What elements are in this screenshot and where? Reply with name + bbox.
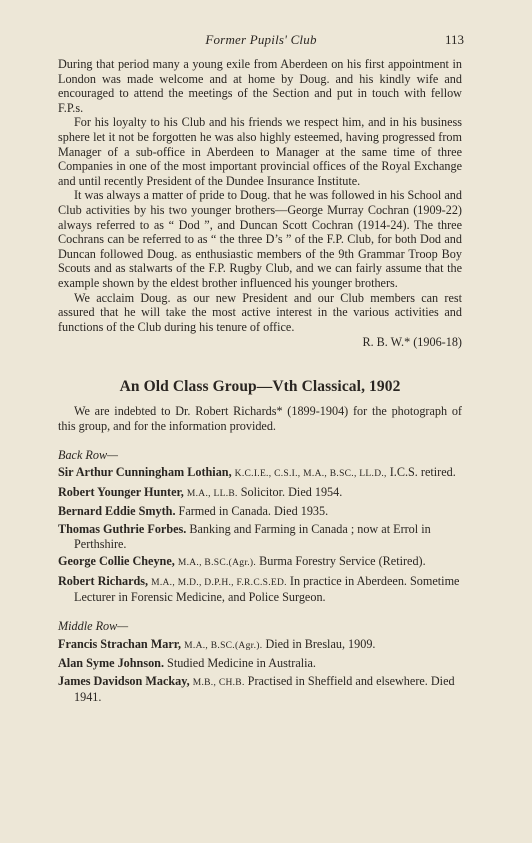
person-degrees: M.B., CH.B. xyxy=(192,677,245,688)
person-degrees: M.A., LL.B. xyxy=(186,488,238,499)
page-body xyxy=(58,57,462,705)
middle-row-list xyxy=(58,637,462,705)
person-description: In practice in Aberdeen. Sometime Lecturer in Forensic Medicine, and Police Surgeon. xyxy=(74,573,460,605)
page-header xyxy=(58,32,464,52)
paragraph: During that period many a young exile from Aberdeen on his first appointment in London was made welcome and at home by Doug. and his kindly wife and encouraged to attend the meetings of the Section and put in touch with fellow F.P.s. xyxy=(58,57,462,115)
person-name: George Collie Cheyne, xyxy=(58,554,175,569)
person-description: Farmed in Canada. Died 1935. xyxy=(178,504,329,519)
person-description: Practised in Sheffield and elsewhere. Died 1941. xyxy=(74,673,455,705)
person-name: Robert Richards, xyxy=(58,573,149,588)
person-name: Bernard Eddie Smyth. xyxy=(58,504,176,519)
person-entry xyxy=(58,674,462,705)
paragraph: For his loyalty to his Club and his friends we respect him, and in his business sphere let it not be forgotten he was also highly esteemed, having progressed from Manager of a sub-office in Aberdeen to Manager at the same time of three Companies in one of the most important provincial offices of the Royal Exchange and until recently President of the Dundee Insurance Institute. xyxy=(58,115,462,188)
person-entry xyxy=(58,485,462,502)
person-description: Burma Forestry Service (Retired). xyxy=(259,554,426,569)
person-name: Thomas Guthrie Forbes. xyxy=(58,522,187,537)
person-degrees: K.C.I.E., C.S.I., M.A., B.SC., LL.D., xyxy=(234,469,387,480)
section-intro: We are indebted to Dr. Robert Richards* (1899-1904) for the photograph of this group, and for the information provided. xyxy=(58,404,462,434)
paragraph: We acclaim Doug. as our new President and our Club members can rest assured that he will take the most active interest in the various activities and functions of the Club during his tenure of office. xyxy=(58,290,462,334)
person-degrees: M.A., M.D., D.P.H., F.R.C.S.ED. xyxy=(151,577,287,588)
person-entry xyxy=(58,574,462,605)
person-entry xyxy=(58,554,462,571)
paragraph: It was always a matter of pride to Doug. that he was followed in his School and Club activities by his two younger brothers—George Murray Cochran (1909-22) always referred to as “ Dod ”, and Duncan Scott Cochran (1914-24). The three Cochrans can be referred to as “ the three D’s ” of the F.P. Club, for both Dod and Duncan followed Doug. as enthusiastic members of the 9th Grammar Troop Boy Scouts and as stalwarts of the F.P. Rugby Club, and we can fairly assume that the example shown by the eldest brother influenced his younger brothers. xyxy=(58,188,462,290)
back-row-list xyxy=(58,465,462,605)
person-name: Alan Syme Johnson. xyxy=(58,656,164,671)
person-name: Sir Arthur Cunningham Lothian, xyxy=(58,465,232,480)
person-description: Solicitor. Died 1954. xyxy=(240,484,343,499)
person-entry xyxy=(58,504,462,519)
section-heading: An Old Class Group—Vth Classical, 1902 xyxy=(119,377,401,395)
person-entry xyxy=(58,637,462,654)
person-entry xyxy=(58,465,462,482)
person-entry xyxy=(58,656,462,671)
person-description: Studied Medicine in Australia. xyxy=(167,656,316,671)
person-name: James Davidson Mackay, xyxy=(58,673,190,688)
running-title: Former Pupils' Club xyxy=(205,32,317,47)
person-degrees: M.A., B.SC.(Agr.). xyxy=(177,558,257,569)
person-description: I.C.S. retired. xyxy=(389,465,456,480)
back-row-label: Back Row— xyxy=(58,447,118,462)
page-number: 113 xyxy=(444,32,464,47)
author-signature: R. B. W.* (1906-18) xyxy=(362,335,462,350)
person-description: Died in Breslau, 1909. xyxy=(265,636,376,651)
person-name: Francis Strachan Marr, xyxy=(58,636,182,651)
person-entry xyxy=(58,522,462,551)
person-name: Robert Younger Hunter, xyxy=(58,484,184,499)
person-description: Banking and Farming in Canada ; now at Errol in Perthshire. xyxy=(74,522,431,551)
middle-row-label: Middle Row— xyxy=(58,619,129,633)
person-degrees: M.A., B.SC.(Agr.). xyxy=(184,640,263,651)
